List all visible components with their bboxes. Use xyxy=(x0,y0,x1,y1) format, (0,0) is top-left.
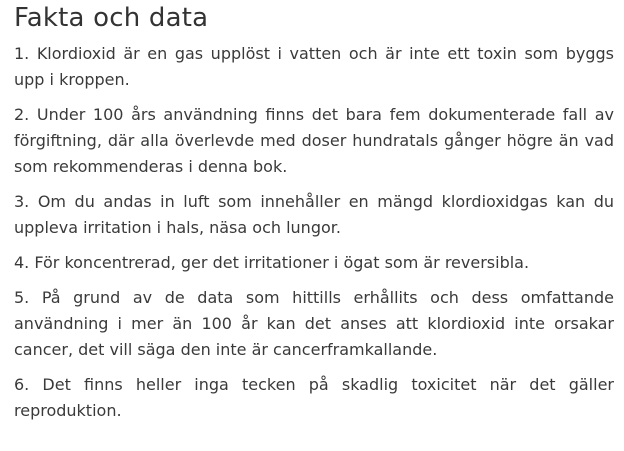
fact-item-6: 6. Det finns heller inga tecken på skadlig toxicitet när det gäller reproduktion. xyxy=(14,375,614,420)
fact-item-3: 3. Om du andas in luft som innehåller en mängd klordioxidgas kan du uppleva irritation i hals, näsa och lungor. xyxy=(14,192,614,237)
fact-item-2: 2. Under 100 års användning finns det bara fem dokumenterade fall av förgiftning, där alla överlevde med doser hundratals gånger högre än vad som rekommenderas i denna bok. xyxy=(14,105,614,176)
fact-item-4: 4. För koncentrerad, ger det irritationer i ögat som är reversibla. xyxy=(14,253,530,272)
facts-list xyxy=(14,41,614,424)
fact-item-5: 5. På grund av de data som hittills erhållits och dess omfattande användning i mer än 100 år kan det anses att klordioxid inte orsakar cancer, det vill säga den inte är cancerframkallande. xyxy=(14,288,614,359)
page-title: Fakta och data xyxy=(14,3,209,33)
fact-item-1: 1. Klordioxid är en gas upplöst i vatten och är inte ett toxin som byggs upp i kroppen. xyxy=(14,44,614,89)
